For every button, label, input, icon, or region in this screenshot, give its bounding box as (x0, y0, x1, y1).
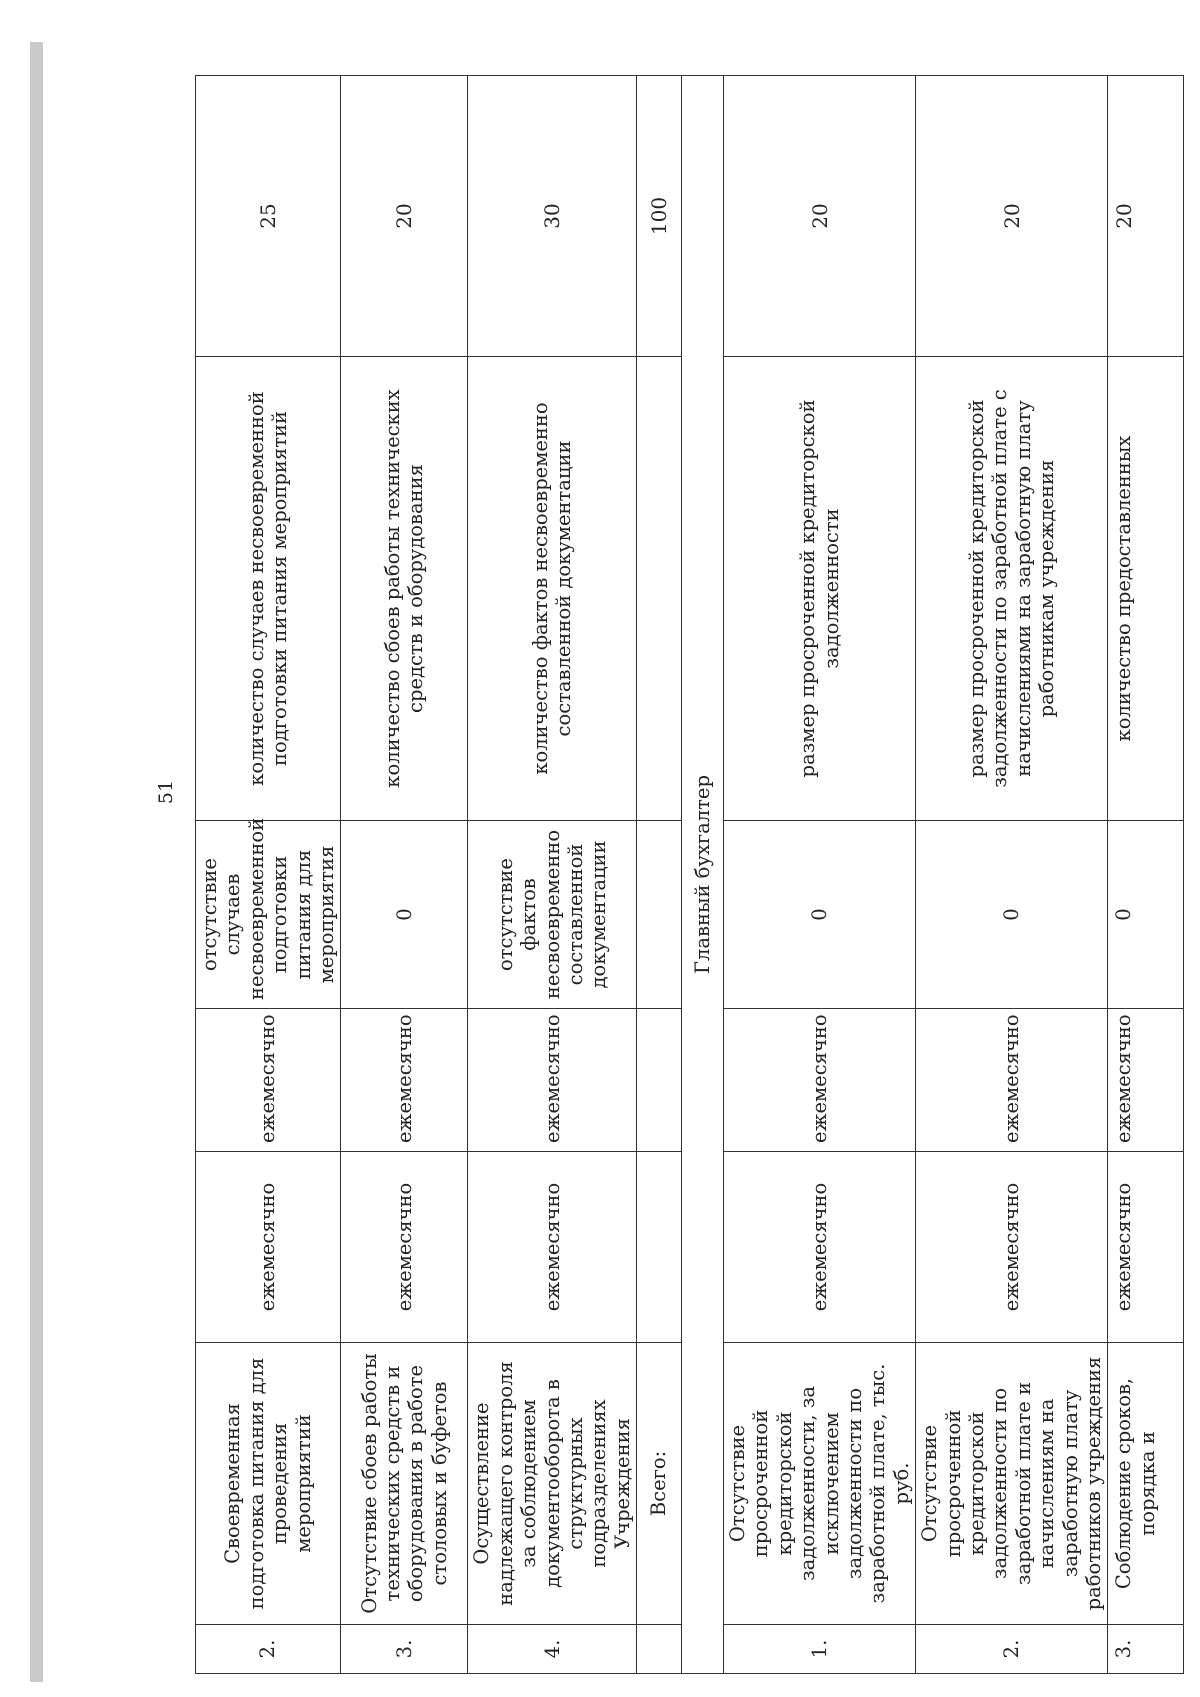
period-cell: ежемесячно (468, 1152, 637, 1343)
period-cell: ежемесячно (341, 1009, 468, 1152)
table-row (724, 76, 916, 1674)
target-value-cell: отсутствие случаев несвоевременной подготовки питания для мероприятия (196, 821, 341, 1009)
criteria-table (195, 75, 1184, 1674)
target-value-cell: 0 (1108, 821, 1184, 1009)
target-value-cell: 0 (724, 821, 916, 1009)
score-cell: 25 (196, 76, 341, 357)
score-cell: 20 (916, 76, 1108, 357)
target-value-cell: 0 (916, 821, 1108, 1009)
table-row (1108, 76, 1184, 1674)
row-number: 1. (724, 1625, 916, 1674)
section-title: Главный бухгалтер (682, 76, 724, 1674)
indicator-cell: количество фактов несвоевременно составленной документации (468, 357, 637, 821)
period-cell: ежемесячно (196, 1152, 341, 1343)
criterion-name: Осуществление надлежащего контроля за соблюдением документооборота в структурных подразделениях Учреждения (468, 1343, 637, 1625)
table-row (916, 76, 1108, 1674)
page-number: 51 (155, 779, 177, 805)
period-cell: ежемесячно (341, 1152, 468, 1343)
target-value-cell: отсутствие фактов несвоевременно составленной документации (468, 821, 637, 1009)
total-label: Всего: (637, 1343, 682, 1625)
criterion-name: Отсутствие сбоев работы технических средств и оборудования в работе столовых и буфетов (341, 1343, 468, 1625)
criterion-name: Соблюдение сроков, порядка и (1108, 1343, 1184, 1625)
period-cell: ежемесячно (916, 1152, 1108, 1343)
row-number: 3. (341, 1625, 468, 1674)
score-cell: 30 (468, 76, 637, 357)
table-row (196, 76, 341, 1674)
table-row (341, 76, 468, 1674)
scan-edge-strip (30, 42, 43, 1682)
total-score: 100 (637, 76, 682, 357)
criterion-name: Отсутствие просроченной кредиторской задолженности по заработной плате и начислениям на заработную плату работников учреждения (916, 1343, 1108, 1625)
total-row (637, 76, 682, 1674)
period-cell: ежемесячно (724, 1009, 916, 1152)
indicator-cell: размер просроченной кредиторской задолженности (724, 357, 916, 821)
row-number: 2. (196, 1625, 341, 1674)
indicator-cell: количество сбоев работы технических средств и оборудования (341, 357, 468, 821)
period-cell: ежемесячно (468, 1009, 637, 1152)
period-cell: ежемесячно (196, 1009, 341, 1152)
criterion-name: Отсутствие просроченной кредиторской задолженности, за исключением задолженности по заработной плате, тыс. руб. (724, 1343, 916, 1625)
period-cell: ежемесячно (916, 1009, 1108, 1152)
target-value-cell: 0 (341, 821, 468, 1009)
rotated-page-content (195, 76, 1159, 1674)
row-number: 2. (916, 1625, 1108, 1674)
section-header-row (682, 76, 724, 1674)
period-cell: ежемесячно (1108, 1152, 1184, 1343)
score-cell: 20 (1108, 76, 1184, 357)
row-number (637, 1625, 682, 1674)
row-number: 4. (468, 1625, 637, 1674)
period-cell: ежемесячно (1108, 1009, 1184, 1152)
indicator-cell: количество предоставленных (1108, 357, 1184, 821)
table-viewport (195, 76, 1159, 1674)
indicator-cell: количество случаев несвоевременной подготовки питания мероприятий (196, 357, 341, 821)
period-cell: ежемесячно (724, 1152, 916, 1343)
row-number: 3. (1108, 1625, 1184, 1674)
indicator-cell: размер просроченной кредиторской задолженности по заработной плате с начислениями на заработную плату работникам учреждения (916, 357, 1108, 821)
score-cell: 20 (724, 76, 916, 357)
table-row (468, 76, 637, 1674)
criterion-name: Своевременная подготовка питания для проведения мероприятий (196, 1343, 341, 1625)
score-cell: 20 (341, 76, 468, 357)
